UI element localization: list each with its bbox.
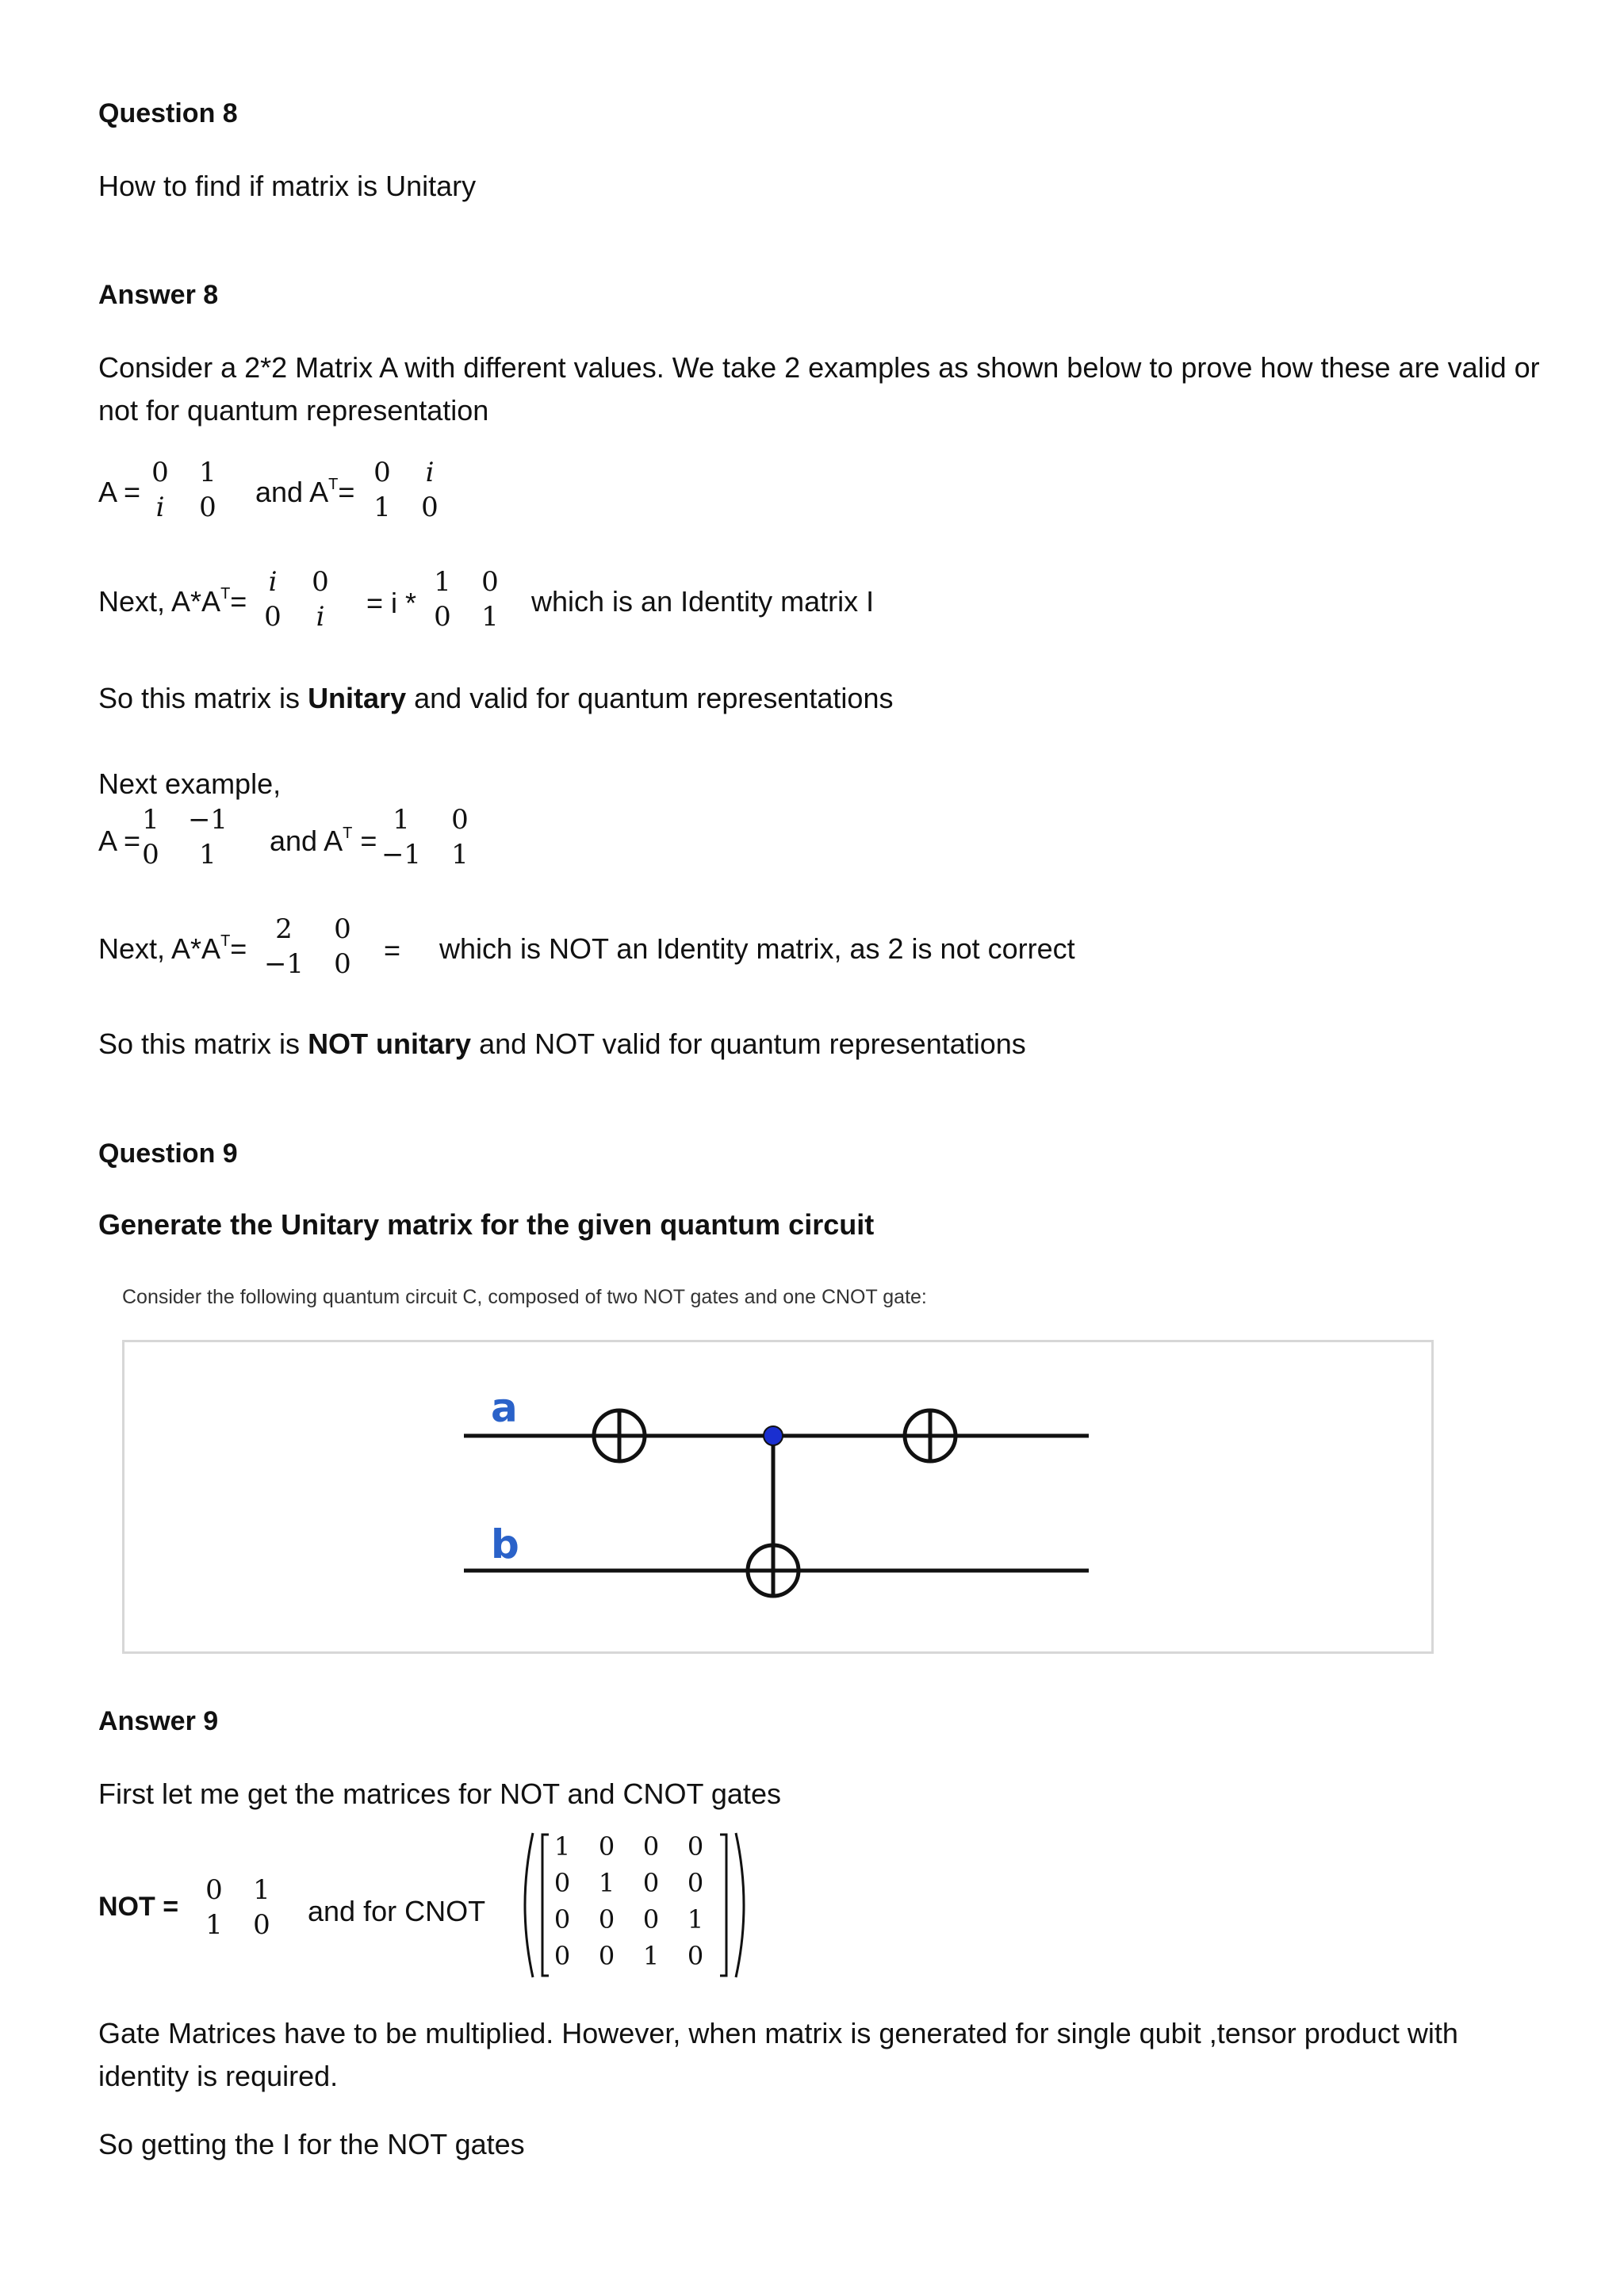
- quantum-circuit-diagram: [122, 1340, 1434, 1654]
- matrix-cell: 0: [553, 1941, 571, 1971]
- ex2-not-identity-text: which is NOT an Identity matrix, as 2 is not correct: [439, 932, 1075, 965]
- circuit-svg: [124, 1342, 1431, 1651]
- cnot-target-icon: [748, 1545, 799, 1596]
- matrix-cell: 0: [598, 1831, 615, 1862]
- matrix-cell: 1: [481, 601, 499, 633]
- not-label: NOT =: [98, 1892, 179, 1922]
- matrix-cell: i: [316, 601, 325, 633]
- question-9-text: Generate the Unitary matrix for the given quantum circuit: [98, 1208, 875, 1241]
- ex1-next-label: Next, $A*A^T=$: [98, 585, 247, 618]
- matrix-cell: 1: [142, 804, 159, 836]
- question-8-text: How to find if matrix is Unitary: [98, 170, 477, 202]
- answer-9-first-line: First let me get the matrices for NOT and CNOT gates: [98, 1777, 781, 1810]
- next-example-label: Next example,: [98, 767, 282, 800]
- conclusion-2: So this matrix is NOT unitary and NOT valid for quantum representations: [98, 1027, 1026, 1060]
- matrix-cell: 1: [253, 1874, 270, 1906]
- matrix-cell: 0: [598, 1941, 615, 1971]
- matrix-cell: 0: [205, 1874, 223, 1906]
- ex2-a-label: A =: [98, 825, 141, 857]
- cnot-matrix: [515, 1830, 753, 1980]
- wire-b-label: b: [491, 1521, 519, 1567]
- and-for-cnot-label: and for CNOT: [308, 1895, 486, 1927]
- conclusion-1: So this matrix is Unitary and valid for quantum representations: [98, 682, 894, 714]
- ex1-and-at-label: and $A^T=$: [255, 476, 355, 508]
- matrix-cell: 0: [687, 1831, 704, 1862]
- gate-text-line1: Gate Matrices have to be multiplied. However, when matrix is generated for single qubit ,tensor product with: [98, 2017, 1458, 2049]
- ex2-eq: =: [384, 934, 401, 966]
- matrix-cell: 0: [334, 913, 351, 945]
- matrix-cell: 0: [451, 804, 469, 836]
- matrix-cell: 0: [642, 1831, 660, 1862]
- matrix-cell: 0: [553, 1868, 571, 1898]
- ex1-eq-i: = i *: [366, 587, 417, 619]
- matrix-cell: 1: [598, 1868, 615, 1898]
- matrix-cell: 0: [434, 601, 451, 633]
- matrix-cell: i: [268, 566, 278, 598]
- matrix-cell: 1: [199, 457, 216, 488]
- answer-9-title: Answer 9: [98, 1706, 219, 1736]
- matrix-cell: 0: [687, 1941, 704, 1971]
- matrix-cell: 1: [393, 804, 410, 836]
- answer-8-title: Answer 8: [98, 280, 219, 310]
- matrix-cell: 0: [334, 948, 351, 980]
- question-9-title: Question 9: [98, 1138, 238, 1169]
- ex1-a-label: A =: [98, 476, 141, 508]
- ex1-identity-text: which is an Identity matrix I: [531, 585, 875, 618]
- matrix-cell: 0: [421, 492, 439, 523]
- question-8-title: Question 8: [98, 98, 238, 128]
- matrix-cell: 2: [275, 913, 293, 945]
- not-gate-1-icon: [594, 1410, 645, 1461]
- wire-a-label: a: [491, 1385, 518, 1431]
- matrix-cell: −1: [263, 948, 304, 980]
- cnot-control-dot-icon: [764, 1426, 783, 1445]
- ex2-and-at-label: and $A^T$ =: [270, 825, 377, 857]
- matrix-cell: 1: [199, 839, 216, 871]
- matrix-cell: 0: [373, 457, 391, 488]
- getting-i-line: So getting the I for the NOT gates: [98, 2128, 525, 2160]
- matrix-cell: 1: [373, 492, 391, 523]
- not-gate-2-icon: [905, 1410, 956, 1461]
- circuit-caption: Consider the following quantum circuit C, composed of two NOT gates and one CNOT gate:: [122, 1286, 927, 1308]
- matrix-cell: 1: [642, 1941, 660, 1971]
- matrix-cell: 0: [481, 566, 499, 598]
- matrix-cell: 0: [642, 1868, 660, 1898]
- matrix-cell: −1: [381, 839, 422, 871]
- matrix-cell: 1: [205, 1909, 223, 1941]
- answer-8-intro-line2: not for quantum representation: [98, 394, 489, 427]
- matrix-cell: i: [425, 457, 435, 488]
- gate-text-line2: identity is required.: [98, 2060, 339, 2092]
- ex2-next-label: Next, $A*A^T=$: [98, 932, 247, 965]
- matrix-cell: −1: [187, 804, 228, 836]
- matrix-cell: 0: [199, 492, 216, 523]
- matrix-cell: 0: [642, 1904, 660, 1934]
- matrix-cell: 1: [451, 839, 469, 871]
- matrix-cell: 1: [434, 566, 451, 598]
- matrix-cell: 0: [151, 457, 169, 488]
- matrix-cell: 1: [687, 1904, 704, 1934]
- matrix-cell: 0: [553, 1904, 571, 1934]
- matrix-cell: 0: [264, 601, 282, 633]
- answer-8-intro-line1: Consider a 2*2 Matrix A with different values. We take 2 examples as shown below to prove how these are valid or: [98, 351, 1540, 384]
- matrix-cell: 0: [142, 839, 159, 871]
- matrix-cell: 0: [312, 566, 329, 598]
- matrix-cell: 1: [553, 1831, 571, 1862]
- matrix-cell: i: [155, 492, 165, 523]
- matrix-cell: 0: [687, 1868, 704, 1898]
- matrix-cell: 0: [598, 1904, 615, 1934]
- matrix-cell: 0: [253, 1909, 270, 1941]
